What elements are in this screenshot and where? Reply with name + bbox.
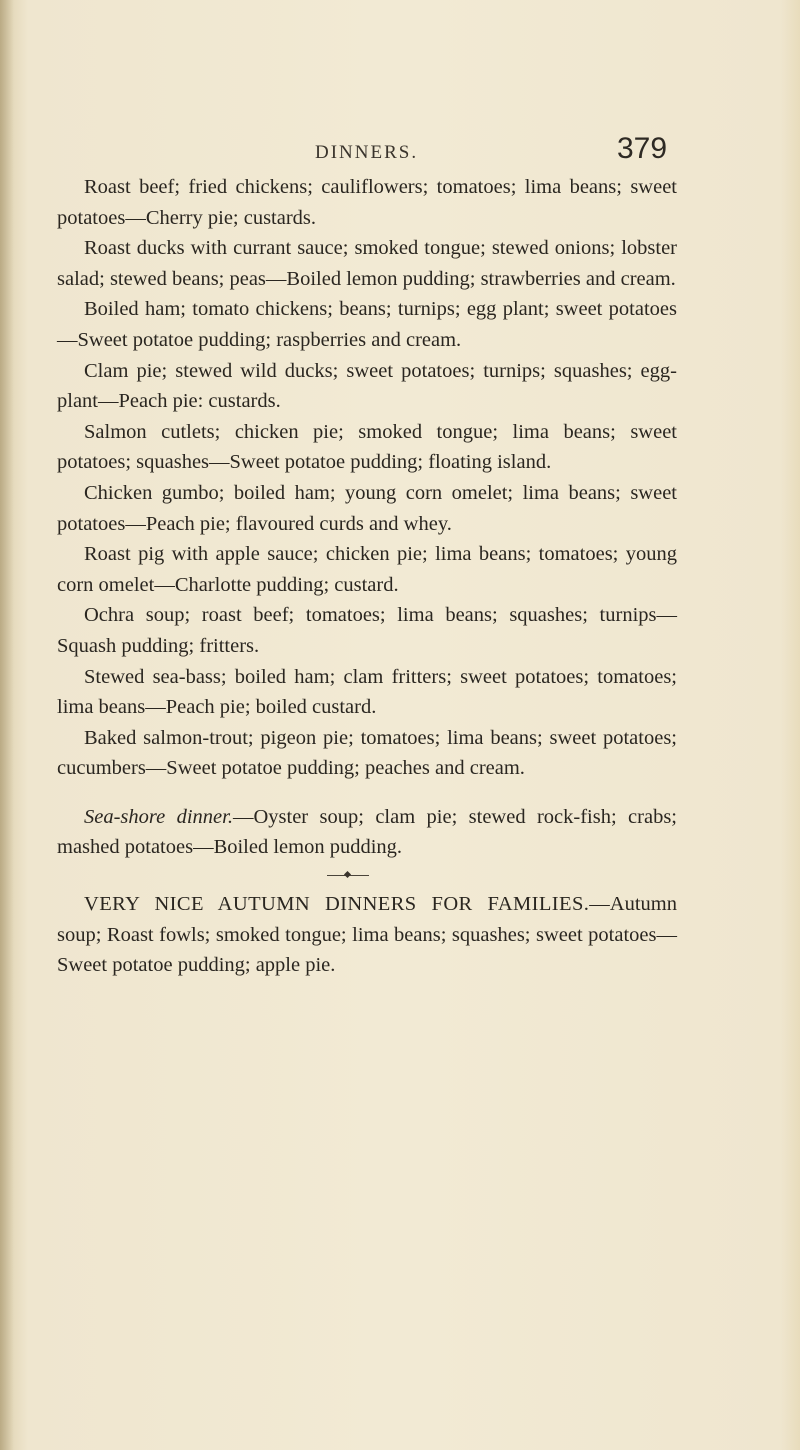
running-head: DINNERS. <box>315 142 419 163</box>
menu-paragraph: Ochra soup; roast beef; tomatoes; lima beans; squashes; turnips—Squash pudding; fritters. <box>57 604 677 657</box>
page-gutter-shadow <box>0 0 14 1450</box>
menu-paragraph: Salmon cutlets; chicken pie; smoked tongue; lima beans; sweet potatoes; squashes—Sweet potatoe pudding; floating island. <box>57 420 677 474</box>
menu-paragraph: Baked salmon-trout; pigeon pie; tomatoes; lima beans; sweet potatoes; cucumbers—Sweet potatoe pudding; peaches and cream. <box>57 726 677 780</box>
autumn-heading: VERY NICE AUTUMN DINNERS FOR FAMILIES. <box>84 893 590 916</box>
menu-paragraph: Chicken gumbo; boiled ham; young corn omelet; lima beans; sweet potatoes—Peach pie; flavoured curds and whey. <box>57 481 677 535</box>
autumn-text: —Autumn soup; Roast fowls; smoked tongue; lima beans; squashes; sweet potatoes—Sweet potatoe pudding; apple pie. <box>57 893 677 977</box>
menu-paragraph: Clam pie; stewed wild ducks; sweet potatoes; turnips; squashes; egg-plant—Peach pie: custards. <box>57 359 677 413</box>
menu-paragraph: Roast ducks with currant sauce; smoked tongue; stewed onions; lobster salad; stewed beans; peas—Boiled lemon pudding; strawberries and cream. <box>57 237 677 290</box>
autumn-paragraph <box>57 889 677 981</box>
seashore-title: Sea-shore dinner. <box>84 805 233 828</box>
menu-paragraph: Stewed sea-bass; boiled ham; clam fritters; sweet potatoes; tomatoes; lima beans—Peach pie; boiled custard. <box>57 665 677 719</box>
seashore-text: —Oyster soup; clam pie; stewed rock-fish; crabs; mashed potatoes—Boiled lemon pudding. <box>57 805 677 859</box>
menu-paragraph: Roast pig with apple sauce; chicken pie; lima beans; tomatoes; young corn omelet—Charlotte pudding; custard. <box>57 543 677 596</box>
menu-paragraph: Roast beef; fried chickens; cauliflowers; tomatoes; lima beans; sweet potatoes—Cherry pie; custards. <box>57 176 677 229</box>
body-text <box>57 172 677 981</box>
page-number: 379 <box>617 132 668 165</box>
seashore-paragraph <box>57 802 677 863</box>
menu-paragraph: Boiled ham; tomato chickens; beans; turnips; egg plant; sweet potatoes—Sweet potatoe pudding; raspberries and cream. <box>57 298 677 351</box>
section-divider <box>57 863 677 889</box>
page-header <box>0 132 800 172</box>
